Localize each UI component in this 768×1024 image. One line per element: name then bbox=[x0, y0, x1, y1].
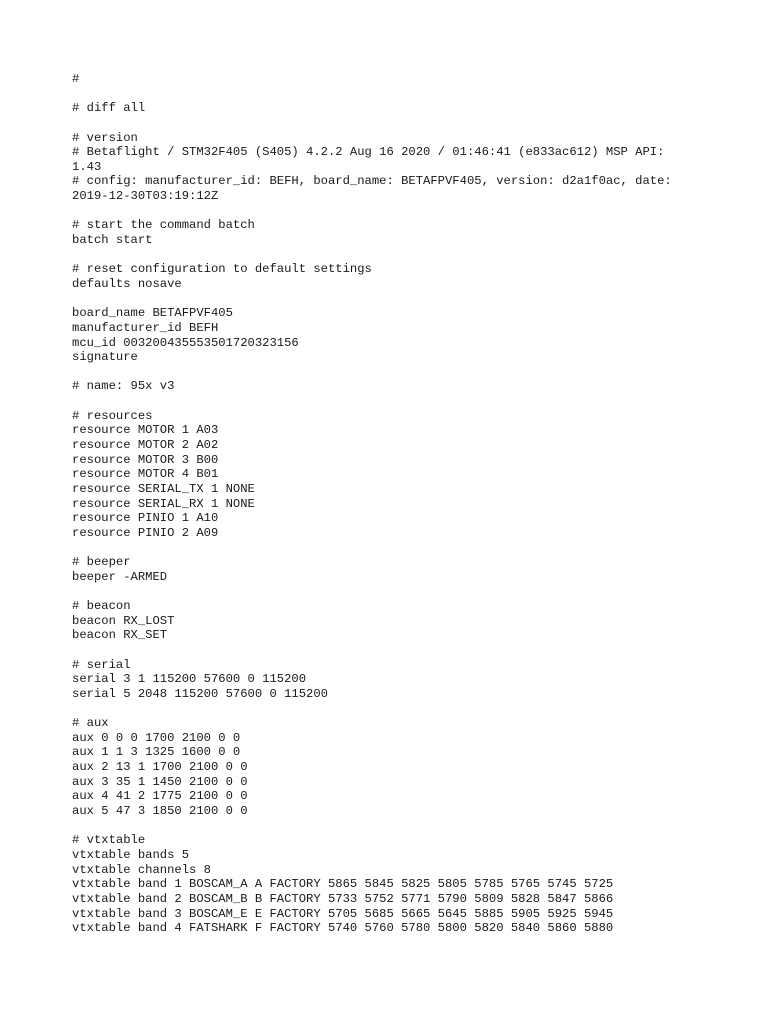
command-line: serial 3 1 115200 57600 0 115200 bbox=[72, 672, 307, 687]
command-line: manufacturer_id BEFH bbox=[72, 320, 219, 335]
blank-line bbox=[72, 365, 712, 380]
command-line: vtxtable band 2 BOSCAM_B B FACTORY 5733 5752 5771 5790 5809 5828 5847 5866 bbox=[72, 891, 614, 906]
comment-line: # bbox=[72, 72, 80, 86]
command-line: resource MOTOR 4 B01 bbox=[72, 467, 219, 482]
comment-line: # serial bbox=[72, 657, 131, 672]
command-line: resource MOTOR 2 A02 bbox=[72, 438, 219, 453]
comment-line: # config: manufacturer_id: BEFH, board_name: BETAFPVF405, version: d2a1f0ac, date: bbox=[72, 174, 672, 189]
blank-line bbox=[72, 87, 712, 102]
command-line: board_name BETAFPVF405 bbox=[72, 306, 233, 321]
blank-line bbox=[72, 584, 712, 599]
blank-line bbox=[72, 394, 712, 409]
comment-line: # reset configuration to default settings bbox=[72, 262, 372, 277]
command-line: vtxtable band 4 FATSHARK F FACTORY 5740 5760 5780 5800 5820 5840 5860 5880 bbox=[72, 921, 614, 936]
command-line: vtxtable band 3 BOSCAM_E E FACTORY 5705 5685 5665 5645 5885 5905 5925 5945 bbox=[72, 906, 614, 921]
command-line: beeper -ARMED bbox=[72, 569, 168, 584]
command-line: resource SERIAL_TX 1 NONE bbox=[72, 481, 255, 496]
command-line: aux 0 0 0 1700 2100 0 0 bbox=[72, 730, 241, 745]
command-line: aux 2 13 1 1700 2100 0 0 bbox=[72, 760, 248, 775]
command-line: beacon RX_LOST bbox=[72, 613, 175, 628]
blank-line bbox=[72, 204, 712, 219]
blank-line bbox=[72, 248, 712, 263]
command-line: aux 5 47 3 1850 2100 0 0 bbox=[72, 804, 248, 819]
command-line: serial 5 2048 115200 57600 0 115200 bbox=[72, 686, 328, 701]
blank-line bbox=[72, 116, 712, 131]
comment-line: # beacon bbox=[72, 599, 131, 614]
command-line: aux 4 41 2 1775 2100 0 0 bbox=[72, 789, 248, 804]
blank-line bbox=[72, 643, 712, 658]
command-line: aux 3 35 1 1450 2100 0 0 bbox=[72, 774, 248, 789]
blank-line bbox=[72, 292, 712, 307]
command-line: vtxtable bands 5 bbox=[72, 847, 190, 862]
command-line: resource PINIO 2 A09 bbox=[72, 525, 219, 540]
command-line: beacon RX_SET bbox=[72, 628, 168, 643]
command-line: 1.43 bbox=[72, 159, 102, 174]
command-line: aux 1 1 3 1325 1600 0 0 bbox=[72, 745, 241, 760]
command-line: resource PINIO 1 A10 bbox=[72, 511, 219, 526]
comment-line: # beeper bbox=[72, 555, 131, 570]
command-line: signature bbox=[72, 350, 138, 365]
command-line: vtxtable band 1 BOSCAM_A A FACTORY 5865 5845 5825 5805 5785 5765 5745 5725 bbox=[72, 877, 614, 892]
blank-line bbox=[72, 541, 712, 556]
command-line: defaults nosave bbox=[72, 276, 182, 291]
comment-line: # name: 95x v3 bbox=[72, 379, 175, 394]
comment-line: # start the command batch bbox=[72, 218, 255, 233]
blank-line bbox=[72, 819, 712, 834]
blank-line bbox=[72, 702, 712, 717]
comment-line: # diff all bbox=[72, 101, 146, 116]
command-line: vtxtable channels 8 bbox=[72, 862, 211, 877]
command-line: mcu_id 003200435553501720323156 bbox=[72, 335, 299, 350]
comment-line: # version bbox=[72, 130, 138, 145]
command-line: resource SERIAL_RX 1 NONE bbox=[72, 496, 255, 511]
command-line: resource MOTOR 1 A03 bbox=[72, 423, 219, 438]
comment-line: # aux bbox=[72, 716, 109, 731]
command-line: 2019-12-30T03:19:12Z bbox=[72, 189, 219, 204]
comment-line: # vtxtable bbox=[72, 833, 146, 848]
command-line: batch start bbox=[72, 233, 153, 248]
command-line: resource MOTOR 3 B00 bbox=[72, 452, 219, 467]
comment-line: # Betaflight / STM32F405 (S405) 4.2.2 Aug 16 2020 / 01:46:41 (e833ac612) MSP API: bbox=[72, 145, 665, 160]
cli-diff-document bbox=[72, 72, 712, 936]
comment-line: # resources bbox=[72, 408, 153, 423]
